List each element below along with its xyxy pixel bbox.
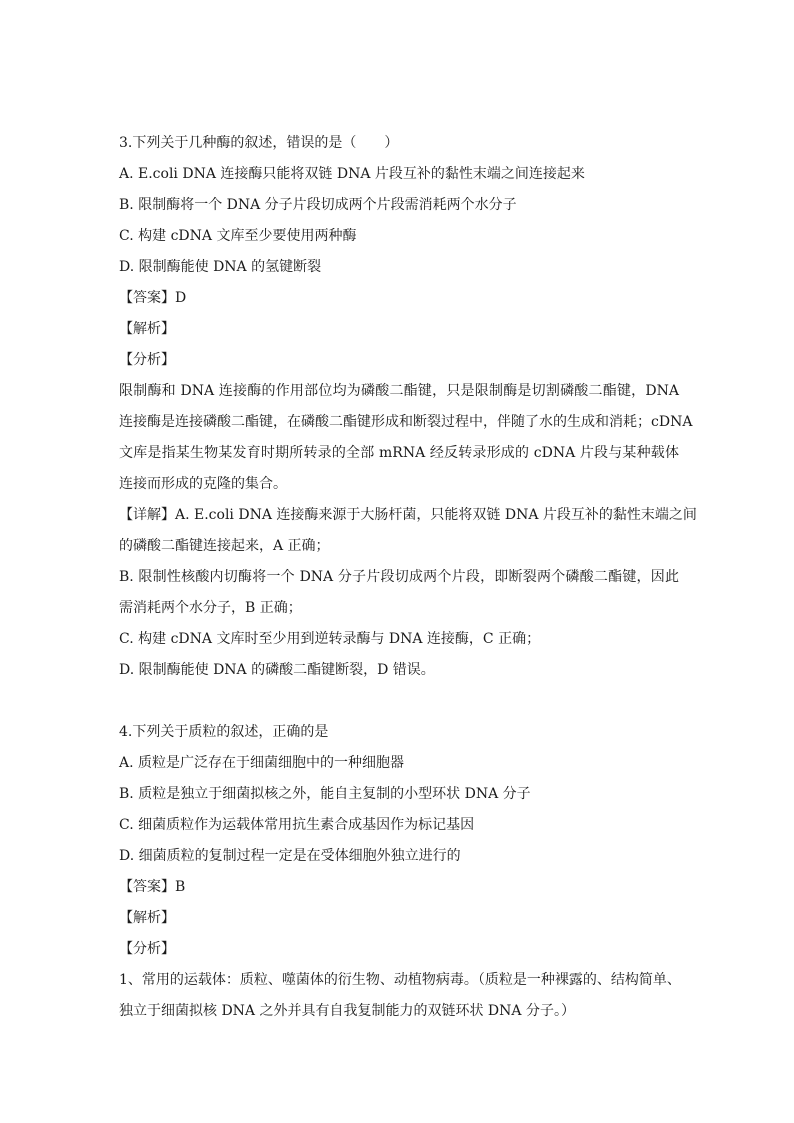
q4-answer: 【答案】B [119,879,186,895]
q4-fenxi-heading: 【分析】 [119,941,175,957]
q3-fenxi-heading: 【分析】 [119,352,175,368]
q3-detail-line: C. 构建 cDNA 文库时至少用到逆转录酶与 DNA 连接酶，C 正确； [119,631,541,647]
q3-fenxi-line: 文库是指某生物某发育时期所转录的全部 mRNA 经反转录形成的 cDNA 片段与某种载体 [119,445,679,461]
q3-fenxi-line: 连接酶是连接磷酸二酯键，在磷酸二酯键形成和断裂过程中，伴随了水的生成和消耗；cDNA [119,414,693,430]
q4-option-c: C. 细菌质粒作为运载体常用抗生素合成基因作为标记基因 [119,817,475,833]
q4-fenxi-line: 1、常用的运载体：质粒、噬菌体的衍生物、动植物病毒。（质粒是一种裸露的、结构简单、 [119,972,681,988]
q4-fenxi-line: 独立于细菌拟核 DNA 之外并具有自我复制能力的双链环状 DNA 分子。） [119,1003,575,1019]
q4-option-d: D. 细菌质粒的复制过程一定是在受体细胞外独立进行的 [119,848,461,864]
q4-option-b: B. 质粒是独立于细菌拟核之外，能自主复制的小型环状 DNA 分子 [119,786,531,802]
q3-fenxi-line: 连接而形成的克隆的集合。 [119,476,287,492]
q3-detail-line: D. 限制酶能使 DNA 的磷酸二酯键断裂，D 错误。 [119,662,435,678]
q3-detail-line: 的磷酸二酯键连接起来，A 正确； [119,538,330,554]
q4-analysis-heading: 【解析】 [119,910,175,926]
q4-option-a: A. 质粒是广泛存在于细菌细胞中的一种细胞器 [119,755,405,771]
q3-option-a: A. E.coli DNA 连接酶只能将双链 DNA 片段互补的黏性末端之间连接起来 [119,166,585,182]
document-page [119,128,697,1027]
q4-stem: 4.下列关于质粒的叙述，正确的是 [119,724,329,740]
q3-detail-line: 【详解】A. E.coli DNA 连接酶来源于大肠杆菌，只能将双链 DNA 片段互补的黏性末端之间 [119,507,697,523]
q3-answer: 【答案】D [119,290,187,306]
question-spacer [119,686,679,717]
q3-fenxi-line: 限制酶和 DNA 连接酶的作用部位均为磷酸二酯键，只是限制酶是切割磷酸二酯键，DNA [119,383,679,399]
q3-detail-line: B. 限制性核酸内切酶将一个 DNA 分子片段切成两个片段，即断裂两个磷酸二酯键，因此 [119,569,679,585]
q3-analysis-heading: 【解析】 [119,321,175,337]
q3-option-d: D. 限制酶能使 DNA 的氢键断裂 [119,259,322,275]
q3-option-b: B. 限制酶将一个 DNA 分子片段切成两个片段需消耗两个水分子 [119,197,517,213]
q3-stem: 3.下列关于几种酶的叙述，错误的是（ ） [119,135,399,151]
q3-detail-line: 需消耗两个水分子，B 正确； [119,600,302,616]
q3-option-c: C. 构建 cDNA 文库至少要使用两种酶 [119,228,357,244]
